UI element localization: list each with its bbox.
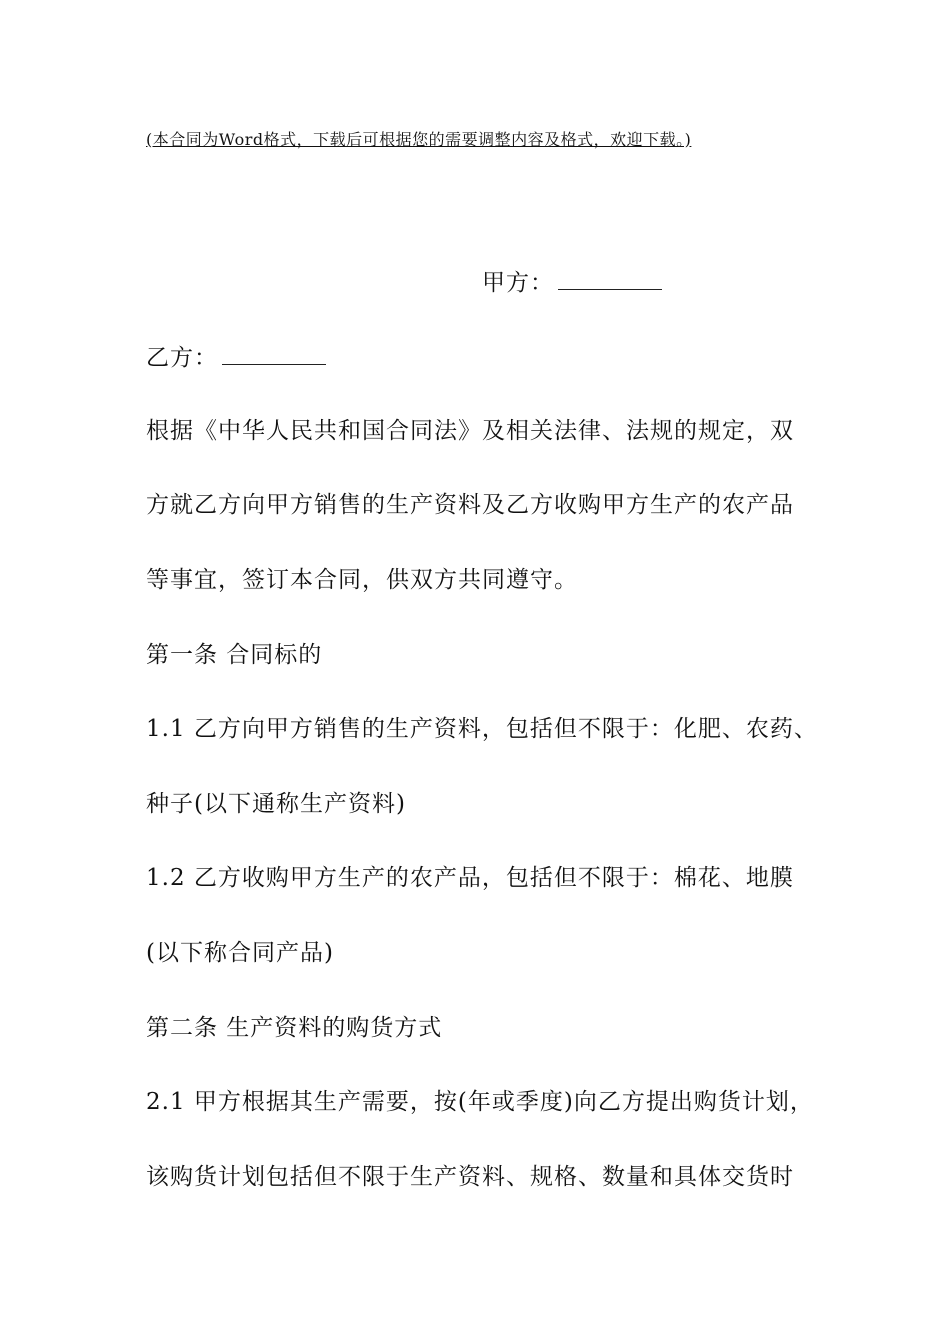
paragraph-line: 根据《中华人民共和国合同法》及相关法律、法规的规定，双: [146, 418, 794, 444]
clause-line: 2.1 甲方根据其生产需要，按(年或季度)向乙方提出购货计划，: [146, 1089, 814, 1115]
clause-line: 1.2 乙方收购甲方生产的农产品，包括但不限于：棉花、地膜: [146, 865, 794, 891]
paragraph-line: 方就乙方向甲方销售的生产资料及乙方收购甲方生产的农产品: [146, 492, 794, 518]
download-notice: (本合同为Word格式，下载后可根据您的需要调整内容及格式，欢迎下载。): [146, 130, 692, 149]
party-a-blank[interactable]: [558, 267, 662, 290]
clause-line: (以下称合同产品): [146, 940, 334, 966]
party-a-label: 甲方：: [482, 270, 554, 296]
party-b-blank[interactable]: [222, 342, 326, 365]
party-a-line: [482, 264, 662, 297]
article-heading: 第二条 生产资料的购货方式: [146, 1015, 443, 1041]
paragraph-line: 等事宜，签订本合同，供双方共同遵守。: [146, 567, 578, 593]
party-b-label: 乙方：: [146, 345, 218, 371]
clause-line: 该购货计划包括但不限于生产资料、规格、数量和具体交货时: [146, 1164, 794, 1190]
clause-line: 种子(以下通称生产资料): [146, 791, 406, 817]
party-b-line: [146, 339, 326, 372]
article-heading: 第一条 合同标的: [146, 642, 323, 668]
clause-line: 1.1 乙方向甲方销售的生产资料，包括但不限于：化肥、农药、: [146, 716, 818, 742]
